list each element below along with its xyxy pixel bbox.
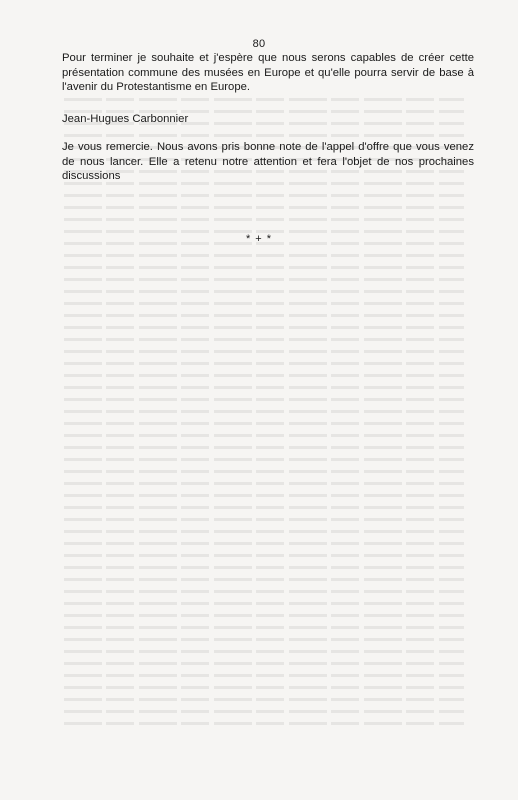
show-through-text	[64, 92, 464, 732]
page-number: 80	[252, 38, 266, 50]
speaker-name: Jean-Hugues Carbonnier	[62, 113, 189, 125]
reply-paragraph: Je vous remercie. Nous avons pris bonne note de l'appel d'offre que vous venez de nous lancer. Elle a retenu notre attention et fera l'objet de nos prochaines discussions	[62, 141, 474, 183]
closing-paragraph: Pour terminer je souhaite et j'espère que nous serons capables de créer cette présentation commune des musées en Europe et qu'elle pourra servir de base à l'avenir du Protestantisme en Europe.	[62, 52, 474, 94]
section-separator: * + *	[245, 233, 273, 245]
